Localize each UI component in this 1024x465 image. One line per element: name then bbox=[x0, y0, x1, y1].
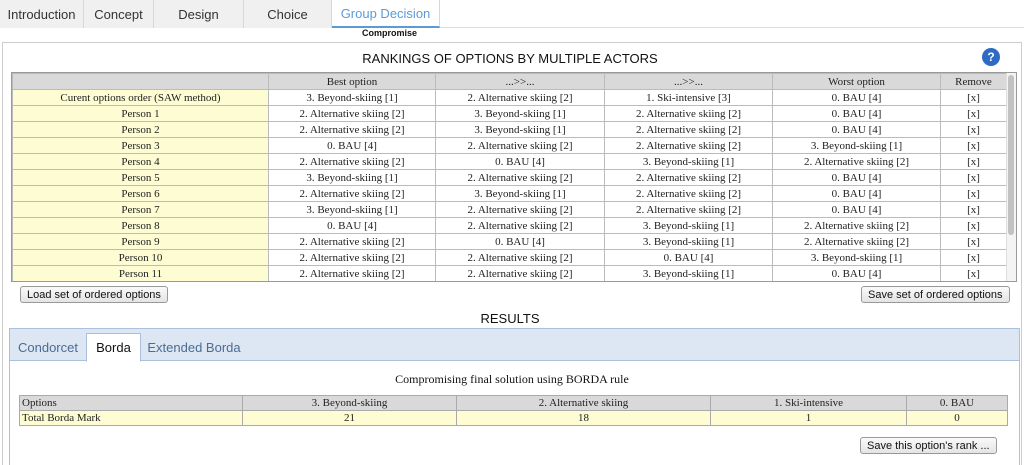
ranking-cell[interactable]: 2. Alternative skiing [2] bbox=[605, 106, 773, 122]
ranking-cell[interactable]: 0. BAU [4] bbox=[773, 266, 941, 282]
ranking-cell[interactable]: 3. Beyond-skiing [1] bbox=[605, 218, 773, 234]
ranking-cell[interactable]: 0. BAU [4] bbox=[773, 122, 941, 138]
ranking-row bbox=[13, 186, 1007, 202]
ranking-row bbox=[13, 170, 1007, 186]
subnav-compromise[interactable]: Compromise bbox=[362, 28, 418, 38]
rankings-title: RANKINGS OF OPTIONS BY MULTIPLE ACTORS bbox=[362, 51, 658, 66]
ranking-cell[interactable]: 2. Alternative skiing [2] bbox=[773, 234, 941, 250]
results-title: RESULTS bbox=[480, 311, 540, 326]
ranking-row bbox=[13, 122, 1007, 138]
ranking-cell[interactable]: 1. Ski-intensive [3] bbox=[605, 90, 773, 106]
scrollbar-thumb[interactable] bbox=[1008, 75, 1014, 235]
ranking-cell[interactable]: 2. Alternative skiing [2] bbox=[269, 154, 436, 170]
ranking-cell[interactable]: 2. Alternative skiing [2] bbox=[269, 234, 436, 250]
header-cell: Options bbox=[20, 396, 243, 411]
ranking-row bbox=[13, 250, 1007, 266]
header-cell: Best option bbox=[269, 74, 436, 90]
row-label: Person 6 bbox=[13, 186, 269, 202]
ranking-cell[interactable]: 2. Alternative skiing [2] bbox=[773, 154, 941, 170]
ranking-cell[interactable]: 2. Alternative skiing [2] bbox=[436, 202, 605, 218]
ranking-cell[interactable]: 2. Alternative skiing [2] bbox=[605, 186, 773, 202]
ranking-cell[interactable]: 0. BAU [4] bbox=[269, 218, 436, 234]
ranking-row bbox=[13, 234, 1007, 250]
header-cell: ...>>... bbox=[605, 74, 773, 90]
remove-row-link[interactable]: [x] bbox=[941, 154, 1007, 170]
remove-row-link[interactable]: [x] bbox=[941, 234, 1007, 250]
ranking-cell[interactable]: 2. Alternative skiing [2] bbox=[605, 138, 773, 154]
remove-row-link[interactable]: [x] bbox=[941, 218, 1007, 234]
ranking-cell[interactable]: 0. BAU [4] bbox=[269, 138, 436, 154]
ranking-cell[interactable]: 3. Beyond-skiing [1] bbox=[269, 202, 436, 218]
borda-caption: Compromising final solution using BORDA rule bbox=[395, 372, 629, 386]
ranking-cell[interactable]: 3. Beyond-skiing [1] bbox=[773, 138, 941, 154]
results-tab-bar bbox=[10, 329, 1019, 361]
borda-value: 1 bbox=[711, 411, 907, 426]
ranking-cell[interactable]: 3. Beyond-skiing [1] bbox=[773, 250, 941, 266]
ranking-cell[interactable]: 3. Beyond-skiing [1] bbox=[436, 122, 605, 138]
remove-row-link[interactable]: [x] bbox=[941, 138, 1007, 154]
tab-design[interactable]: Design bbox=[154, 0, 244, 28]
top-navigation bbox=[0, 0, 1024, 28]
save-ordered-options-button[interactable]: Save set of ordered options bbox=[861, 286, 1010, 303]
ranking-cell[interactable]: 0. BAU [4] bbox=[773, 186, 941, 202]
ranking-cell[interactable]: 2. Alternative skiing [2] bbox=[269, 186, 436, 202]
row-label: Person 7 bbox=[13, 202, 269, 218]
remove-row-link[interactable]: [x] bbox=[941, 90, 1007, 106]
save-option-rank-button[interactable]: Save this option's rank ... bbox=[860, 437, 997, 454]
header-cell: 1. Ski-intensive bbox=[711, 396, 907, 411]
header-cell: Worst option bbox=[773, 74, 941, 90]
ranking-row bbox=[13, 266, 1007, 282]
ranking-cell[interactable]: 3. Beyond-skiing [1] bbox=[605, 234, 773, 250]
ranking-cell[interactable]: 2. Alternative skiing [2] bbox=[436, 266, 605, 282]
load-ordered-options-button[interactable]: Load set of ordered options bbox=[20, 286, 168, 303]
ranking-cell[interactable]: 3. Beyond-skiing [1] bbox=[605, 266, 773, 282]
ranking-cell[interactable]: 0. BAU [4] bbox=[436, 234, 605, 250]
ranking-cell[interactable]: 2. Alternative skiing [2] bbox=[436, 90, 605, 106]
ranking-cell[interactable]: 2. Alternative skiing [2] bbox=[605, 170, 773, 186]
tab-extended-borda[interactable]: Extended Borda bbox=[147, 339, 241, 355]
remove-row-link[interactable]: [x] bbox=[941, 266, 1007, 282]
ranking-cell[interactable]: 2. Alternative skiing [2] bbox=[269, 266, 436, 282]
tab-borda[interactable]: Borda bbox=[86, 333, 141, 362]
borda-table bbox=[19, 395, 1008, 426]
borda-value: 18 bbox=[457, 411, 711, 426]
row-label: Total Borda Mark bbox=[20, 411, 243, 426]
rankings-table bbox=[12, 73, 1007, 282]
row-label: Curent options order (SAW method) bbox=[13, 90, 269, 106]
ranking-cell[interactable]: 3. Beyond-skiing [1] bbox=[436, 106, 605, 122]
ranking-row bbox=[13, 138, 1007, 154]
ranking-cell[interactable]: 3. Beyond-skiing [1] bbox=[269, 90, 436, 106]
header-cell bbox=[13, 74, 269, 90]
row-label: Person 3 bbox=[13, 138, 269, 154]
remove-row-link[interactable]: [x] bbox=[941, 250, 1007, 266]
ranking-cell[interactable]: 2. Alternative skiing [2] bbox=[773, 218, 941, 234]
tab-condorcet[interactable]: Condorcet bbox=[18, 339, 78, 355]
ranking-cell[interactable]: 2. Alternative skiing [2] bbox=[269, 106, 436, 122]
ranking-cell[interactable]: 2. Alternative skiing [2] bbox=[436, 218, 605, 234]
header-cell: 0. BAU bbox=[907, 396, 1008, 411]
row-label: Person 4 bbox=[13, 154, 269, 170]
tab-choice[interactable]: Choice bbox=[244, 0, 332, 28]
remove-row-link[interactable]: [x] bbox=[941, 186, 1007, 202]
borda-total-row bbox=[20, 411, 1008, 426]
row-label: Person 10 bbox=[13, 250, 269, 266]
ranking-cell[interactable]: 0. BAU [4] bbox=[773, 90, 941, 106]
row-label: Person 1 bbox=[13, 106, 269, 122]
ranking-cell[interactable]: 0. BAU [4] bbox=[605, 250, 773, 266]
row-label: Person 11 bbox=[13, 266, 269, 282]
ranking-cell[interactable]: 3. Beyond-skiing [1] bbox=[605, 154, 773, 170]
ranking-cell[interactable]: 2. Alternative skiing [2] bbox=[436, 250, 605, 266]
ranking-row bbox=[13, 154, 1007, 170]
ranking-cell[interactable]: 2. Alternative skiing [2] bbox=[605, 122, 773, 138]
borda-value: 0 bbox=[907, 411, 1008, 426]
ranking-row bbox=[13, 218, 1007, 234]
help-icon[interactable]: ? bbox=[982, 48, 1000, 66]
tab-introduction[interactable]: Introduction bbox=[0, 0, 84, 28]
ranking-cell[interactable]: 3. Beyond-skiing [1] bbox=[269, 170, 436, 186]
ranking-cell[interactable]: 2. Alternative skiing [2] bbox=[436, 138, 605, 154]
row-label: Person 8 bbox=[13, 218, 269, 234]
borda-header-row bbox=[20, 396, 1008, 411]
tab-concept[interactable]: Concept bbox=[84, 0, 154, 28]
ranking-row bbox=[13, 106, 1007, 122]
ranking-row bbox=[13, 90, 1007, 106]
ranking-cell[interactable]: 2. Alternative skiing [2] bbox=[436, 170, 605, 186]
ranking-cell[interactable]: 2. Alternative skiing [2] bbox=[605, 202, 773, 218]
row-label: Person 9 bbox=[13, 234, 269, 250]
ranking-cell[interactable]: 0. BAU [4] bbox=[773, 170, 941, 186]
row-label: Person 5 bbox=[13, 170, 269, 186]
ranking-cell[interactable]: 3. Beyond-skiing [1] bbox=[436, 186, 605, 202]
tab-group-decision[interactable]: Group Decision bbox=[332, 0, 440, 28]
ranking-cell[interactable]: 2. Alternative skiing [2] bbox=[269, 250, 436, 266]
ranking-cell[interactable]: 0. BAU [4] bbox=[436, 154, 605, 170]
header-cell: 3. Beyond-skiing bbox=[243, 396, 457, 411]
header-cell: ...>>... bbox=[436, 74, 605, 90]
header-cell: Remove bbox=[941, 74, 1007, 90]
ranking-cell[interactable]: 0. BAU [4] bbox=[773, 202, 941, 218]
remove-row-link[interactable]: [x] bbox=[941, 202, 1007, 218]
rankings-header-row bbox=[13, 74, 1007, 90]
remove-row-link[interactable]: [x] bbox=[941, 106, 1007, 122]
row-label: Person 2 bbox=[13, 122, 269, 138]
ranking-row bbox=[13, 202, 1007, 218]
remove-row-link[interactable]: [x] bbox=[941, 122, 1007, 138]
vertical-scrollbar[interactable] bbox=[1006, 73, 1016, 281]
rankings-table-container[interactable] bbox=[11, 72, 1017, 282]
header-cell: 2. Alternative skiing bbox=[457, 396, 711, 411]
ranking-cell[interactable]: 0. BAU [4] bbox=[773, 106, 941, 122]
ranking-cell[interactable]: 2. Alternative skiing [2] bbox=[269, 122, 436, 138]
remove-row-link[interactable]: [x] bbox=[941, 170, 1007, 186]
borda-value: 21 bbox=[243, 411, 457, 426]
